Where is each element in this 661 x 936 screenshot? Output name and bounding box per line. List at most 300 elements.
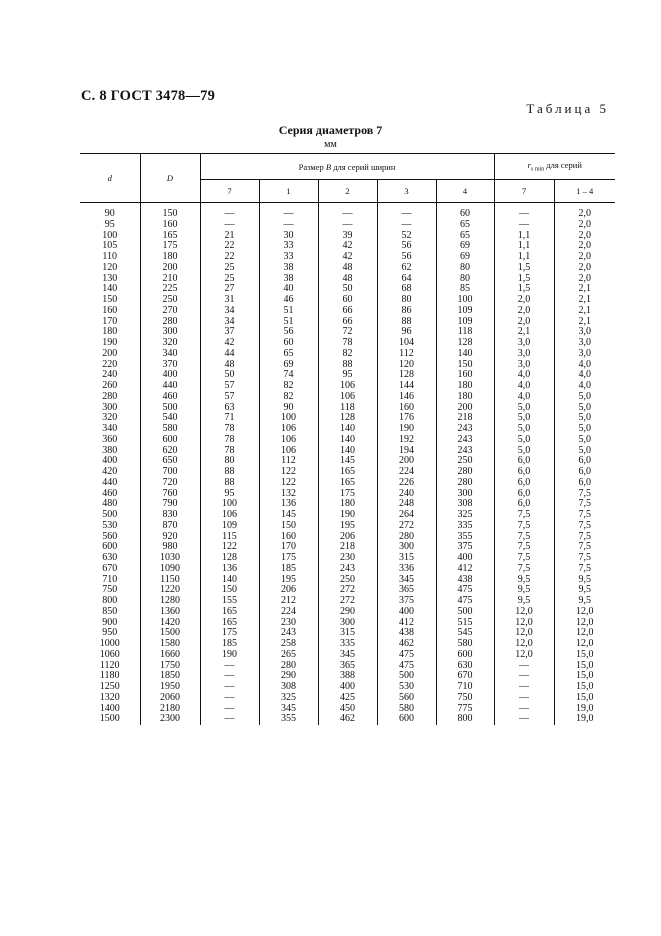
table-cell: 15,0 xyxy=(554,693,615,704)
table-cell: 325 xyxy=(436,510,494,521)
table-cell: 2180 xyxy=(140,704,200,715)
table-cell: 280 xyxy=(259,661,318,672)
table-cell: 42 xyxy=(318,241,377,252)
table-body xyxy=(80,203,615,726)
header-b-series-7: 7 xyxy=(200,180,259,203)
table-cell: 150 xyxy=(436,360,494,371)
table-cell: 600 xyxy=(140,435,200,446)
table-cell: 190 xyxy=(318,510,377,521)
table-cell: 400 xyxy=(436,553,494,564)
table-cell: 39 xyxy=(318,231,377,242)
table-cell: 6,0 xyxy=(554,456,615,467)
table-cell: 2,1 xyxy=(494,327,554,338)
table-cell: 2060 xyxy=(140,693,200,704)
table-cell: 2,0 xyxy=(554,209,615,220)
table-cell: 7,5 xyxy=(494,532,554,543)
table-cell: — xyxy=(318,220,377,231)
table-cell: 200 xyxy=(377,456,436,467)
table-cell: 140 xyxy=(318,435,377,446)
table-cell: 420 xyxy=(102,466,118,477)
table-cell: 42 xyxy=(200,338,259,349)
table-cell: 38 xyxy=(259,263,318,274)
table-cell: 175 xyxy=(259,553,318,564)
table-cell: 462 xyxy=(318,714,377,725)
table-cell: 194 xyxy=(377,446,436,457)
table-cell: 145 xyxy=(259,510,318,521)
table-cell: 250 xyxy=(140,295,200,306)
table-cell: 88 xyxy=(318,360,377,371)
table-cell: 260 xyxy=(102,380,118,391)
table-cell: 78 xyxy=(200,424,259,435)
table-cell: 620 xyxy=(140,446,200,457)
table-cell: 109 xyxy=(200,521,259,532)
table-cell: 5,0 xyxy=(554,403,615,414)
table-cell: 1420 xyxy=(140,618,200,629)
table-cell: 12,0 xyxy=(554,639,615,650)
table-cell: — xyxy=(200,693,259,704)
table-cell: 720 xyxy=(140,478,200,489)
header-b-series-3: 3 xyxy=(377,180,436,203)
table-cell: 980 xyxy=(140,542,200,553)
table-row xyxy=(80,392,615,403)
table-cell: 440 xyxy=(140,381,200,392)
table-label: Таблица 5 xyxy=(526,101,609,116)
table-cell: 12,0 xyxy=(554,607,615,618)
table-cell: 122 xyxy=(259,467,318,478)
table-row xyxy=(80,714,615,725)
table-cell: 290 xyxy=(318,607,377,618)
table-cell: 95 xyxy=(104,218,115,230)
table-title: Серия диаметров 7 xyxy=(278,123,383,137)
table-cell: 500 xyxy=(436,607,494,618)
table-cell: 365 xyxy=(318,661,377,672)
table-row xyxy=(80,435,615,446)
table-cell: 146 xyxy=(377,392,436,403)
table-cell: 530 xyxy=(377,682,436,693)
table-cell: 200 xyxy=(140,263,200,274)
table-cell: 56 xyxy=(259,327,318,338)
table-cell: 7,5 xyxy=(554,521,615,532)
table-cell: 650 xyxy=(140,456,200,467)
table-cell: 438 xyxy=(436,575,494,586)
table-cell: 62 xyxy=(377,263,436,274)
table-cell: 400 xyxy=(377,607,436,618)
table-cell: 315 xyxy=(318,628,377,639)
table-cell: 115 xyxy=(200,532,259,543)
table-cell: 225 xyxy=(140,284,200,295)
table-cell: 206 xyxy=(318,532,377,543)
table-cell: 69 xyxy=(436,241,494,252)
table-cell: — xyxy=(494,714,554,725)
table-row xyxy=(80,306,615,317)
table-cell: 160 xyxy=(140,220,200,231)
table-cell: 15,0 xyxy=(554,682,615,693)
table-row xyxy=(80,650,615,661)
table-cell: — xyxy=(494,220,554,231)
table-cell: 2,0 xyxy=(554,241,615,252)
table-cell: 6,0 xyxy=(494,467,554,478)
table-cell: 500 xyxy=(102,509,118,520)
table-cell: 264 xyxy=(377,510,436,521)
table-cell: 272 xyxy=(318,585,377,596)
table-cell: 5,0 xyxy=(494,446,554,457)
table-cell: 560 xyxy=(102,530,118,542)
table-cell: 2,0 xyxy=(494,306,554,317)
table-cell: 340 xyxy=(140,349,200,360)
table-cell: 9,5 xyxy=(494,575,554,586)
table-cell: 25 xyxy=(200,263,259,274)
table-cell: 1,5 xyxy=(494,263,554,274)
table-cell: — xyxy=(259,220,318,231)
table-cell: 9,5 xyxy=(554,585,615,596)
table-cell: 475 xyxy=(436,585,494,596)
table-cell: 300 xyxy=(318,618,377,629)
table-cell: 1,1 xyxy=(494,252,554,263)
table-cell: 57 xyxy=(200,392,259,403)
table-cell: 336 xyxy=(377,564,436,575)
table-cell: — xyxy=(494,704,554,715)
table-row xyxy=(80,693,615,704)
table-cell: 106 xyxy=(200,510,259,521)
table-cell: 150 xyxy=(102,294,118,305)
table-cell: 2,0 xyxy=(554,231,615,242)
table-cell: 800 xyxy=(102,595,118,606)
table-cell: 800 xyxy=(436,714,494,725)
table-cell: 78 xyxy=(318,338,377,349)
table-cell: 72 xyxy=(318,327,377,338)
table-cell: 280 xyxy=(102,390,118,402)
table-cell: 920 xyxy=(140,532,200,543)
table-cell: 300 xyxy=(436,489,494,500)
table-cell: 218 xyxy=(436,413,494,424)
table-cell: 300 xyxy=(377,542,436,553)
table-cell: 22 xyxy=(200,252,259,263)
table-cell: 40 xyxy=(259,284,318,295)
table-cell: 150 xyxy=(200,585,259,596)
table-cell: 388 xyxy=(318,671,377,682)
table-cell: 180 xyxy=(140,252,200,263)
table-cell: 630 xyxy=(102,552,118,563)
table-cell: 2,1 xyxy=(554,306,615,317)
table-cell: 412 xyxy=(377,618,436,629)
table-cell: 12,0 xyxy=(554,628,615,639)
table-cell: 118 xyxy=(318,403,377,414)
table-cell: 155 xyxy=(200,596,259,607)
table-cell: 340 xyxy=(102,423,118,434)
table-cell: 150 xyxy=(259,521,318,532)
table-cell: 2300 xyxy=(140,714,200,725)
table-cell: — xyxy=(259,209,318,220)
table-cell: 82 xyxy=(259,392,318,403)
table-cell: 380 xyxy=(102,444,118,456)
table-cell: 530 xyxy=(102,519,118,531)
table-cell: 78 xyxy=(200,435,259,446)
table-cell: 4,0 xyxy=(554,370,615,381)
table-cell: 243 xyxy=(259,628,318,639)
table-cell: 900 xyxy=(102,616,118,628)
table-cell: 1220 xyxy=(140,585,200,596)
table-cell: 82 xyxy=(318,349,377,360)
table-cell: 230 xyxy=(259,618,318,629)
table-cell: 1,5 xyxy=(494,284,554,295)
table-cell: 272 xyxy=(377,521,436,532)
table-cell: 88 xyxy=(200,478,259,489)
header-r-series-7: 7 xyxy=(494,180,554,203)
table-cell: 830 xyxy=(140,510,200,521)
table-cell: — xyxy=(494,693,554,704)
table-cell: 128 xyxy=(377,370,436,381)
table-cell: 250 xyxy=(436,456,494,467)
table-cell: 290 xyxy=(259,671,318,682)
table-cell: 1120 xyxy=(99,659,120,671)
table-row xyxy=(80,607,615,618)
table-cell: 400 xyxy=(318,682,377,693)
table-cell: 71 xyxy=(200,413,259,424)
table-cell: 315 xyxy=(377,553,436,564)
table-cell: 190 xyxy=(102,337,118,348)
table-cell: 57 xyxy=(200,381,259,392)
table-cell: 176 xyxy=(377,413,436,424)
table-cell: 140 xyxy=(318,446,377,457)
table-cell: 27 xyxy=(200,284,259,295)
table-cell: 66 xyxy=(318,317,377,328)
table-cell: 212 xyxy=(259,596,318,607)
table-cell: 1580 xyxy=(140,639,200,650)
table-cell: — xyxy=(200,209,259,220)
table-cell: 56 xyxy=(377,241,436,252)
table-cell: 160 xyxy=(102,304,118,316)
table-cell: 300 xyxy=(102,401,118,413)
table-cell: 243 xyxy=(436,446,494,457)
table-cell: — xyxy=(494,661,554,672)
table-cell: 775 xyxy=(436,704,494,715)
table-cell: 88 xyxy=(377,317,436,328)
table-cell: 122 xyxy=(200,542,259,553)
table-cell: 19,0 xyxy=(554,714,615,725)
bearing-dimensions-table xyxy=(80,153,615,725)
table-cell: 412 xyxy=(436,564,494,575)
table-cell: 462 xyxy=(377,639,436,650)
table-cell: 136 xyxy=(259,499,318,510)
table-cell: 63 xyxy=(200,403,259,414)
table-cell: 360 xyxy=(102,433,118,445)
table-cell: 33 xyxy=(259,252,318,263)
table-cell: 9,5 xyxy=(554,575,615,586)
table-cell: 3,0 xyxy=(554,327,615,338)
table-cell: 100 xyxy=(102,229,118,241)
table-cell: 180 xyxy=(318,499,377,510)
table-cell: 515 xyxy=(436,618,494,629)
table-cell: 22 xyxy=(200,241,259,252)
table-cell: 190 xyxy=(200,650,259,661)
table-cell: 95 xyxy=(318,370,377,381)
table-cell: 50 xyxy=(318,284,377,295)
table-cell: 2,0 xyxy=(494,317,554,328)
table-cell: 580 xyxy=(436,639,494,650)
table-cell: 600 xyxy=(377,714,436,725)
table-cell: 100 xyxy=(200,499,259,510)
table-cell: 65 xyxy=(259,349,318,360)
table-cell: 192 xyxy=(377,435,436,446)
table-cell: 120 xyxy=(377,360,436,371)
table-cell: 1360 xyxy=(140,607,200,618)
table-cell: 2,0 xyxy=(494,295,554,306)
table-cell: 580 xyxy=(140,424,200,435)
table-cell: 160 xyxy=(377,403,436,414)
table-cell: 105 xyxy=(102,240,118,252)
table-cell: 15,0 xyxy=(554,661,615,672)
table-cell: — xyxy=(318,209,377,220)
table-cell: 335 xyxy=(318,639,377,650)
table-cell: 325 xyxy=(259,693,318,704)
table-cell: 48 xyxy=(318,263,377,274)
table-cell: 480 xyxy=(102,498,118,510)
table-cell: 265 xyxy=(259,650,318,661)
table-cell: 545 xyxy=(436,628,494,639)
table-cell: 224 xyxy=(377,467,436,478)
table-cell: 106 xyxy=(318,392,377,403)
table-cell: 195 xyxy=(318,521,377,532)
table-cell: 60 xyxy=(259,338,318,349)
table-cell: 210 xyxy=(140,274,200,285)
table-cell: 4,0 xyxy=(554,381,615,392)
table-cell: 5,0 xyxy=(494,403,554,414)
table-cell: 345 xyxy=(259,704,318,715)
table-cell: 128 xyxy=(200,553,259,564)
table-cell: 46 xyxy=(259,295,318,306)
table-header xyxy=(80,154,615,203)
table-cell: — xyxy=(200,661,259,672)
table-cell: 9,5 xyxy=(494,585,554,596)
table-cell: 19,0 xyxy=(554,704,615,715)
table-cell: — xyxy=(377,209,436,220)
table-cell: 475 xyxy=(436,596,494,607)
table-cell: 106 xyxy=(259,424,318,435)
table-cell: 1750 xyxy=(140,661,200,672)
table-cell: 48 xyxy=(318,274,377,285)
table-cell: 4,0 xyxy=(554,360,615,371)
header-b-series-4: 4 xyxy=(436,180,494,203)
table-cell: 51 xyxy=(259,306,318,317)
table-cell: 460 xyxy=(140,392,200,403)
table-cell: 12,0 xyxy=(554,618,615,629)
table-cell: 85 xyxy=(436,284,494,295)
table-cell: 106 xyxy=(259,435,318,446)
table-cell: 308 xyxy=(436,499,494,510)
table-cell: 86 xyxy=(377,306,436,317)
units-label: мм xyxy=(324,139,337,150)
table-cell: 760 xyxy=(140,489,200,500)
table-cell: 140 xyxy=(200,575,259,586)
table-cell: 51 xyxy=(259,317,318,328)
table-cell: 1180 xyxy=(99,670,120,682)
table-cell: 9,5 xyxy=(494,596,554,607)
table-cell: 122 xyxy=(259,478,318,489)
table-cell: 710 xyxy=(102,573,118,585)
table-cell: 120 xyxy=(102,261,118,273)
table-cell: 48 xyxy=(200,360,259,371)
table-cell: 460 xyxy=(102,487,118,499)
table-cell: 100 xyxy=(436,295,494,306)
table-cell: 218 xyxy=(318,542,377,553)
table-cell: 165 xyxy=(318,478,377,489)
table-cell: 95 xyxy=(200,489,259,500)
table-cell: 200 xyxy=(102,347,118,359)
table-cell: 15,0 xyxy=(554,671,615,682)
table-cell: 34 xyxy=(200,306,259,317)
table-cell: 100 xyxy=(259,413,318,424)
table-cell: 60 xyxy=(436,209,494,220)
table-cell: 4,0 xyxy=(494,370,554,381)
table-cell: 165 xyxy=(318,467,377,478)
table-cell: 7,5 xyxy=(494,553,554,564)
table-cell: 140 xyxy=(318,424,377,435)
table-cell: — xyxy=(377,220,436,231)
table-cell: 110 xyxy=(102,251,118,262)
table-cell: 12,0 xyxy=(494,639,554,650)
header-r-series-1-4: 1 – 4 xyxy=(554,180,615,203)
table-cell: 272 xyxy=(318,596,377,607)
table-cell: 69 xyxy=(259,360,318,371)
table-cell: 200 xyxy=(436,403,494,414)
table-cell: 109 xyxy=(436,306,494,317)
table-cell: 580 xyxy=(377,704,436,715)
table-cell: 7,5 xyxy=(494,542,554,553)
header-b-series-1: 1 xyxy=(259,180,318,203)
table-cell: 240 xyxy=(377,489,436,500)
table-cell: 180 xyxy=(102,326,118,338)
table-cell: 2,1 xyxy=(554,295,615,306)
header-width-size-group: Размер B для серий ширин xyxy=(200,154,494,180)
table-cell: 5,0 xyxy=(554,446,615,457)
table-cell: 25 xyxy=(200,274,259,285)
table-row xyxy=(80,521,615,532)
table-cell: 112 xyxy=(259,456,318,467)
table-cell: 258 xyxy=(259,639,318,650)
table-cell: 7,5 xyxy=(554,489,615,500)
table-cell: 106 xyxy=(318,381,377,392)
table-cell: 1,5 xyxy=(494,274,554,285)
table-cell: 150 xyxy=(140,209,200,220)
table-cell: 950 xyxy=(102,627,118,639)
table-cell: 280 xyxy=(436,478,494,489)
table-cell: 790 xyxy=(140,499,200,510)
table-cell: 6,0 xyxy=(554,478,615,489)
table-cell: 308 xyxy=(259,682,318,693)
table-cell: 144 xyxy=(377,381,436,392)
table-cell: 68 xyxy=(377,284,436,295)
table-cell: 65 xyxy=(436,220,494,231)
table-cell: 6,0 xyxy=(494,478,554,489)
table-cell: 2,1 xyxy=(554,317,615,328)
table-cell: 3,0 xyxy=(554,338,615,349)
table-row xyxy=(80,478,615,489)
table-cell: 7,5 xyxy=(554,553,615,564)
table-cell: 80 xyxy=(436,274,494,285)
table-cell: 475 xyxy=(377,650,436,661)
table-cell: 37 xyxy=(200,327,259,338)
table-cell: 1950 xyxy=(140,682,200,693)
table-cell: 560 xyxy=(377,693,436,704)
header-D: D xyxy=(140,154,200,203)
table-cell: 15,0 xyxy=(554,650,615,661)
table-cell: 136 xyxy=(200,564,259,575)
table-row xyxy=(80,263,615,274)
table-cell: 438 xyxy=(377,628,436,639)
table-cell: 280 xyxy=(140,317,200,328)
table-cell: 12,0 xyxy=(494,628,554,639)
table-cell: 1660 xyxy=(140,650,200,661)
